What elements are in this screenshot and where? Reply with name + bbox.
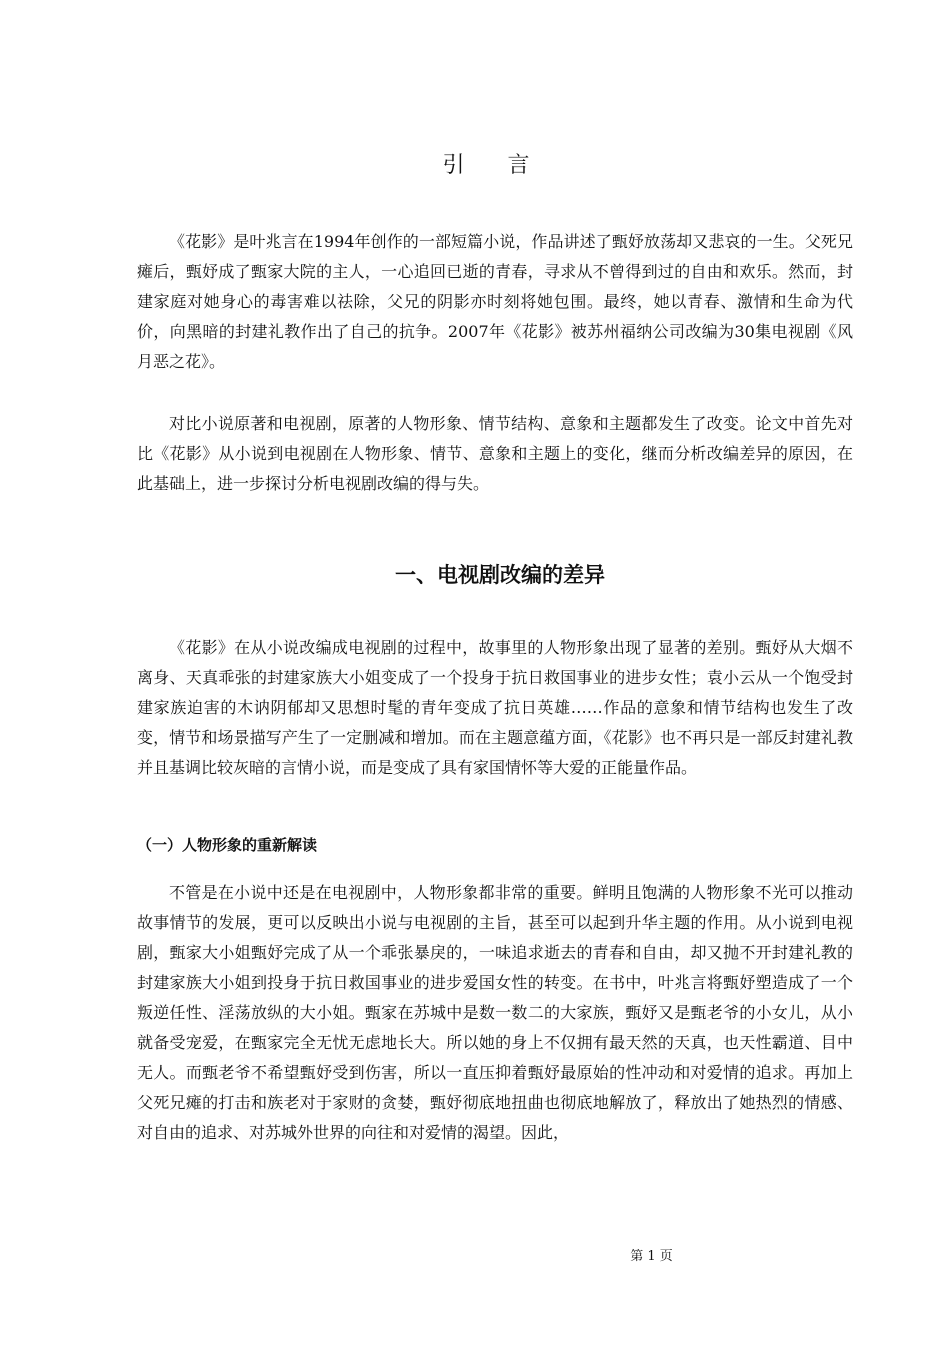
- section-heading: 一、电视剧改编的差异: [395, 563, 605, 587]
- page-title: 引 言: [442, 153, 548, 178]
- intro-paragraph-1: 《花影》是叶兆言在1994年创作的一部短篇小说，作品讲述了甄妤放荡却又悲哀的一生。父死兄瘫后，甄妤成了甄家大院的主人，一心追回已逝的青春，寻求从不曾得到过的自由和欢乐。然而，封建家庭对她身心的毒害难以祛除，父兄的阴影亦时刻将她包围。最终，她以青春、激情和生命为代价，向黑暗的封建礼教作出了自己的抗争。2007年《花影》被苏州福纳公司改编为30集电视剧《风月恶之花》。: [137, 232, 853, 371]
- subsection-heading: （一）人物形象的重新解读: [137, 836, 318, 854]
- intro-paragraph-2: 对比小说原著和电视剧，原著的人物形象、情节结构、意象和主题都发生了改变。论文中首先对比《花影》从小说到电视剧在人物形象、情节、意象和主题上的变化，继而分析改编差异的原因，在此基础上，进一步探讨分析电视剧改编的得与失。: [137, 414, 853, 493]
- page-number: 第 1 页: [630, 1249, 673, 1264]
- section-paragraph-1: 《花影》在从小说改编成电视剧的过程中，故事里的人物形象出现了显著的差别。甄妤从大烟不离身、天真乖张的封建家族大小姐变成了一个投身于抗日救国事业的进步女性；袁小云从一个饱受封建家族迫害的木讷阴郁却又思想时髦的青年变成了抗日英雄……作品的意象和情节结构也发生了改变，情节和场景描写产生了一定删减和增加。而在主题意蕴方面，《花影》也不再只是一部反封建礼教并且基调比较灰暗的言情小说，而是变成了具有家国情怀等大爱的正能量作品。: [137, 638, 853, 777]
- section-paragraph-2: 不管是在小说中还是在电视剧中，人物形象都非常的重要。鲜明且饱满的人物形象不光可以推动故事情节的发展，更可以反映出小说与电视剧的主旨，甚至可以起到升华主题的作用。从小说到电视剧，甄家大小姐甄妤完成了从一个乖张暴戾的，一味追求逝去的青春和自由，却又抛不开封建礼教的封建家族大小姐到投身于抗日救国事业的进步爱国女性的转变。在书中，叶兆言将甄妤塑造成了一个叛逆任性、淫荡放纵的大小姐。甄家在苏城中是数一数二的大家族，甄妤又是甄老爷的小女儿，从小就备受宠爱，在甄家完全无忧无虑地长大。所以她的身上不仅拥有最天然的天真，也天性霸道、目中无人。而甄老爷不希望甄妤受到伤害，所以一直压抑着甄妤最原始的性冲动和对爱情的追求。再加上父死兄瘫的打击和族老对于家财的贪婪，甄妤彻底地扭曲也彻底地解放了，释放出了她热烈的情感、对自由的追求、对苏城外世界的向往和对爱情的渴望。因此，: [137, 883, 853, 1142]
